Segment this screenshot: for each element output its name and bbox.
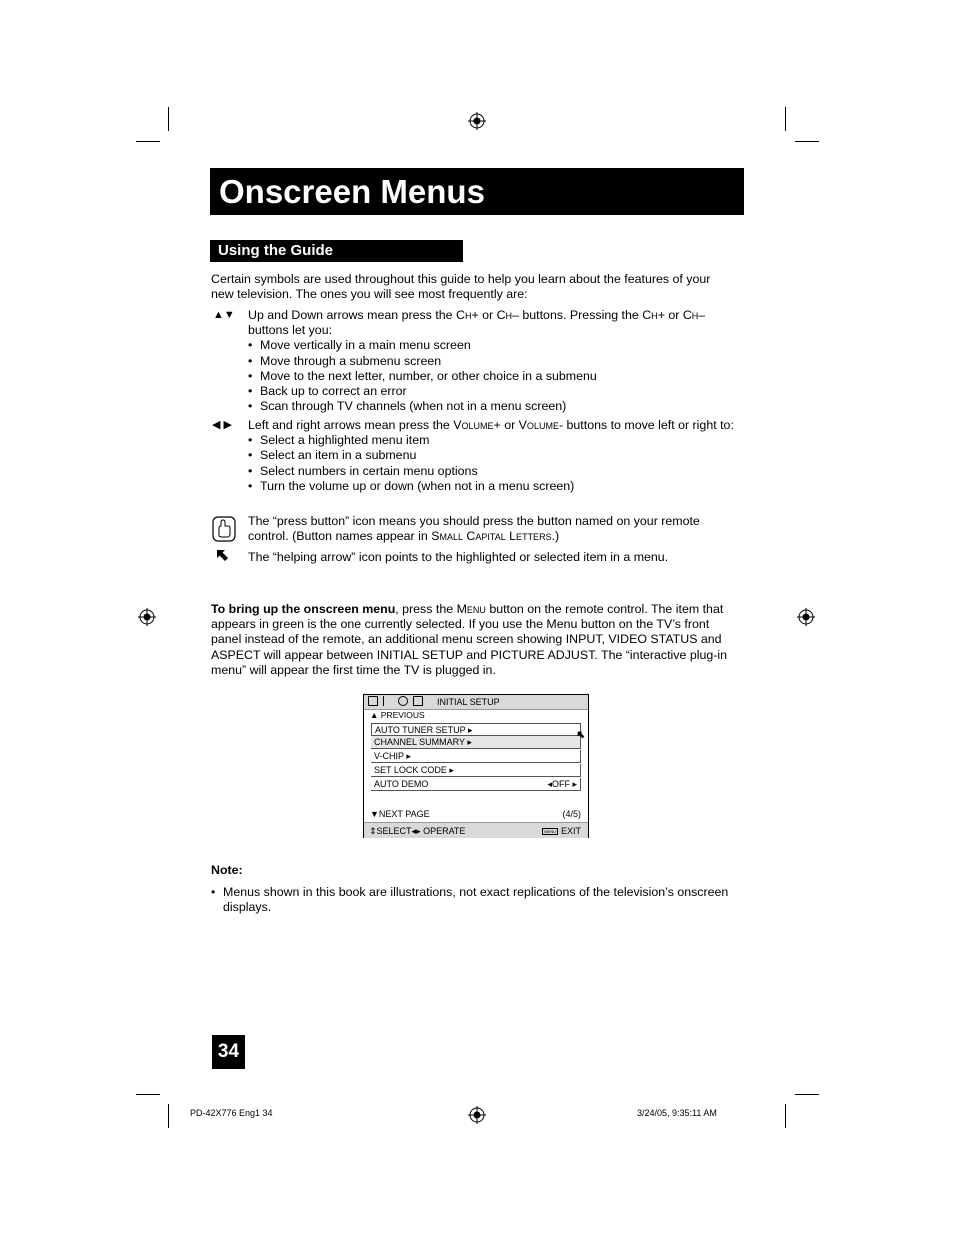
- list-item: • Select an item in a submenu: [248, 448, 738, 463]
- crop-mark: [795, 141, 819, 142]
- registration-mark-icon: [797, 608, 815, 626]
- list-item: • Select a highlighted menu item: [248, 433, 738, 448]
- menu-footer-exit: MENU EXIT: [544, 826, 581, 836]
- intro-paragraph: Certain symbols are used throughout this guide to help you learn about the features of your new television. The ones you will see most frequently are:: [211, 272, 711, 302]
- list-item: • Back up to correct an error: [248, 384, 738, 399]
- page-title-bar: [210, 168, 744, 215]
- helping-arrow-description: The “helping arrow” icon points to the highlighted or selected item in a menu.: [248, 550, 669, 564]
- crop-mark: [785, 107, 786, 131]
- registration-mark-icon: [138, 608, 156, 626]
- crop-mark: [795, 1094, 819, 1095]
- leftright-description: Left and right arrows mean press the Volume+ or Volume- buttons to move left or right to: • Select a highlighted menu item • Select an item in a submenu • Select numbers in certain menu options • Turn the volume up or down (when not in a menu screen): [248, 418, 738, 494]
- crop-mark: [136, 1094, 160, 1095]
- press-button-description: The “press button” icon means you should press the button named on your remote control. (Button names appear in Small Capital Letters.): [248, 514, 700, 544]
- setup-tab-icon: [368, 696, 378, 706]
- crop-mark: [136, 141, 160, 142]
- timer-tab-icon: [398, 696, 408, 706]
- crop-mark: [168, 107, 169, 131]
- list-item: • Select numbers in certain menu options: [248, 464, 738, 479]
- list-item: • Move vertically in a main menu screen: [248, 338, 738, 353]
- menu-item-auto-demo: AUTO DEMO ◂OFF ▸: [371, 778, 581, 791]
- press-button-icon: [212, 516, 236, 542]
- note-heading: Note:: [211, 863, 243, 877]
- section-heading-bar: [210, 240, 463, 262]
- menu-tab-icons: [368, 696, 428, 708]
- helping-arrow-icon: [216, 549, 229, 562]
- picture-tab-icon: [383, 696, 393, 706]
- menu-button-badge: MENU: [544, 829, 556, 835]
- footer-timestamp: 3/24/05, 9:35:11 AM: [637, 1108, 717, 1118]
- list-item: • Move to the next letter, number, or other choice in a submenu: [248, 369, 738, 384]
- updown-bullet-list: [248, 338, 738, 414]
- crop-mark: [168, 1104, 169, 1128]
- section-heading: Using the Guide: [218, 242, 334, 259]
- onscreen-menu-illustration: [363, 694, 589, 838]
- bring-up-paragraph: To bring up the onscreen menu, press the Menu button on the remote control. The item that appears in green is the one currently selected. If you use the Menu button on the TV’s front panel instead of the remote, an additional menu screen showing INPUT, VIDEO STATUS and ASPECT will appear between INITIAL SETUP and PICTURE ADJUST. The “interactive plug-in menu” will appear the first time the TV is plugged in.: [211, 602, 728, 677]
- menu-item-set-lock-code: SET LOCK CODE ▸: [371, 764, 581, 777]
- footer-file-info: PD-42X776 Eng1 34: [190, 1108, 273, 1118]
- list-item: • Move through a submenu screen: [248, 354, 738, 369]
- note-list: [211, 885, 741, 915]
- menu-footer: [364, 822, 588, 838]
- menu-item-channel-summary: CHANNEL SUMMARY ▸: [371, 736, 581, 749]
- menu-footer-select-operate: ⇕SELECT◂▸ OPERATE: [369, 826, 466, 836]
- list-item: • Scan through TV channels (when not in a menu screen): [248, 399, 738, 414]
- helping-arrow-icon: [577, 731, 585, 739]
- updown-description: Up and Down arrows mean press the Ch+ or Ch– buttons. Pressing the Ch+ or Ch– buttons let you: • Move vertically in a main menu screen • Move through a submenu screen • Move to the next letter, number, or other choice in a submenu • Back up to correct an error • Scan through TV channels (when not in a menu screen): [248, 308, 738, 414]
- menu-header-title: INITIAL SETUP: [437, 697, 500, 707]
- left-right-arrows-icon: ◀ ▶: [212, 419, 232, 431]
- page-title: Onscreen Menus: [219, 173, 485, 210]
- lock-tab-icon: [413, 696, 423, 706]
- registration-mark-icon: [468, 1106, 486, 1124]
- menu-page-indicator: (4/5): [562, 809, 581, 819]
- list-item: • Turn the volume up or down (when not in a menu screen): [248, 479, 738, 494]
- crop-mark: [785, 1104, 786, 1128]
- page-number: 34: [212, 1035, 245, 1069]
- up-down-arrows-icon: ▲▼: [213, 309, 235, 321]
- menu-next-page: ▼NEXT PAGE: [370, 809, 430, 819]
- list-item: • Menus shown in this book are illustrations, not exact replications of the television’s onscreen displays.: [211, 885, 741, 915]
- registration-mark-icon: [468, 112, 486, 130]
- menu-previous: ▲ PREVIOUS: [370, 710, 425, 720]
- leftright-bullet-list: [248, 433, 738, 494]
- menu-item-auto-tuner-setup: AUTO TUNER SETUP ▸: [371, 723, 581, 736]
- menu-item-v-chip: V-CHIP ▸: [371, 750, 581, 763]
- menu-header: [364, 695, 588, 710]
